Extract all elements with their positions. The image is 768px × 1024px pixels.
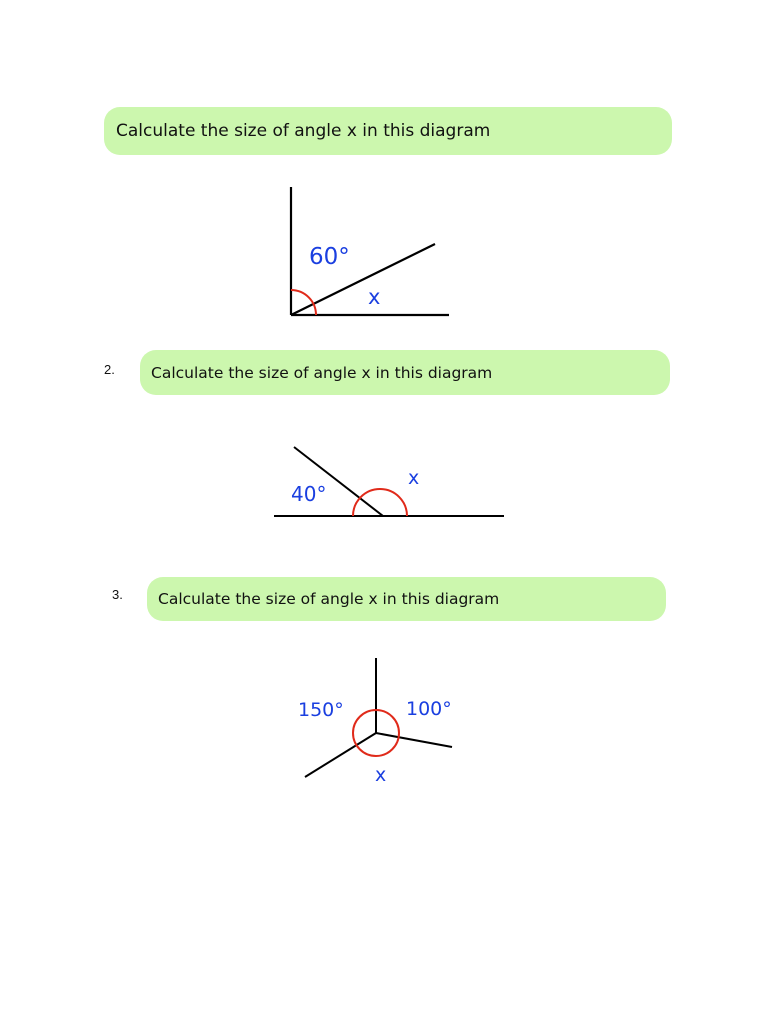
diagram-1 — [291, 187, 449, 315]
diagram-3-unknown-angle-label: x — [375, 764, 387, 786]
diagram-3-given-left-angle-label: 150° — [298, 699, 344, 721]
diagram-1-given-angle-label: 60° — [309, 244, 350, 270]
question-3-number: 3. — [112, 587, 123, 602]
diagram-2-given-angle-label: 40° — [291, 482, 327, 506]
diagram-3 — [298, 658, 452, 786]
diagram-3-left-ray — [305, 733, 376, 777]
diagram-1-unknown-angle-label: x — [368, 285, 381, 309]
question-1-prompt: Calculate the size of angle x in this diagram — [116, 121, 491, 141]
diagram-2-unknown-angle-label: x — [408, 467, 420, 489]
question-2-number: 2. — [104, 362, 115, 377]
diagram-2-angle-arc — [353, 489, 407, 516]
diagram-2 — [274, 447, 504, 516]
question-3-prompt: Calculate the size of angle x in this diagram — [158, 590, 500, 608]
question-2-prompt: Calculate the size of angle x in this diagram — [151, 363, 493, 382]
diagram-1-angle-arc — [291, 290, 316, 315]
diagram-3-right-ray — [376, 733, 452, 747]
diagram-3-given-right-angle-label: 100° — [406, 698, 452, 720]
